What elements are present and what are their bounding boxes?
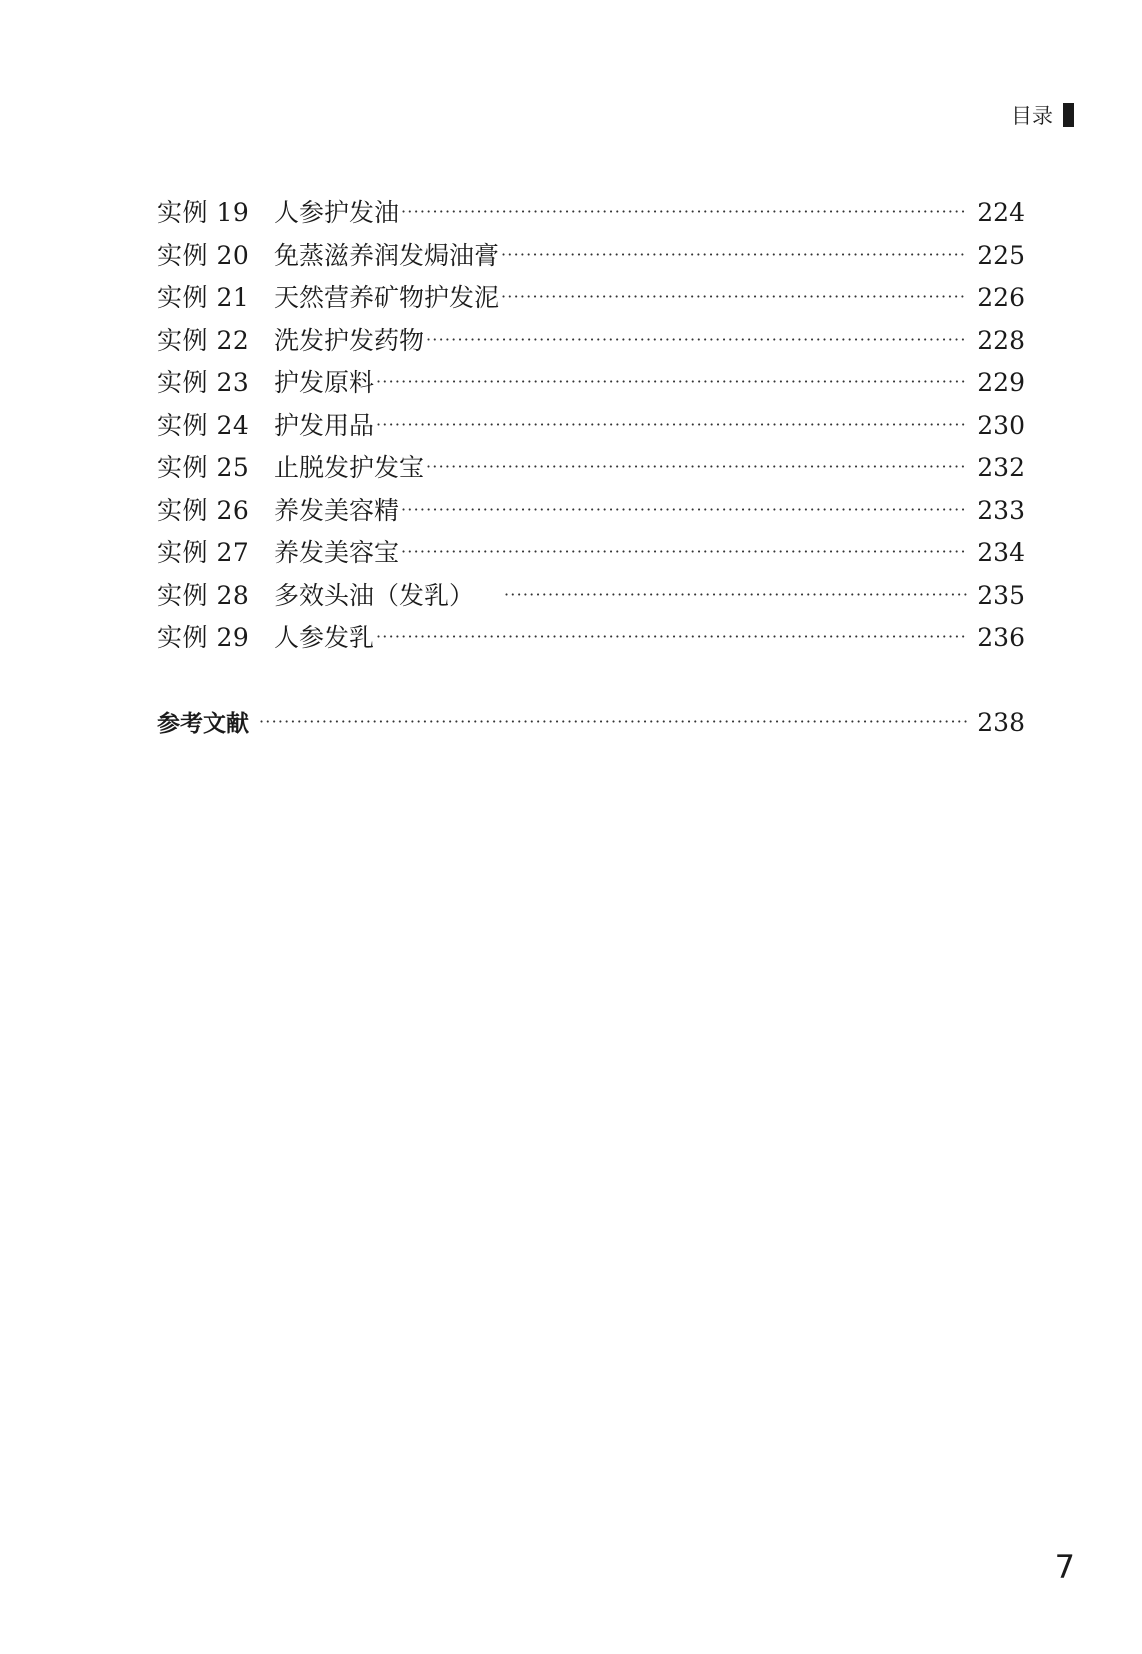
toc-dot-leader bbox=[401, 191, 967, 234]
toc-dot-leader bbox=[501, 276, 967, 319]
toc-entry-references[interactable] bbox=[157, 702, 1025, 745]
toc-entry-page: 230 bbox=[977, 410, 1025, 440]
toc-dot-leader bbox=[376, 404, 967, 447]
toc-entry[interactable] bbox=[157, 277, 1025, 320]
toc-entry-title: 人参护发油 bbox=[274, 198, 400, 227]
toc-entry[interactable] bbox=[157, 447, 1025, 490]
table-of-contents bbox=[157, 192, 1025, 744]
toc-dot-leader bbox=[501, 234, 967, 277]
toc-entry-title: 天然营养矿物护发泥 bbox=[274, 283, 500, 312]
toc-entry[interactable] bbox=[157, 235, 1025, 278]
toc-dot-leader bbox=[401, 531, 967, 574]
toc-dot-leader bbox=[376, 361, 967, 404]
toc-entry[interactable] bbox=[157, 575, 1025, 618]
toc-entry-label: 实例 29 bbox=[157, 623, 250, 652]
toc-dot-leader bbox=[426, 319, 967, 362]
toc-entry-label: 实例 25 bbox=[157, 453, 250, 482]
toc-entry-title: 免蒸滋养润发焗油膏 bbox=[274, 240, 500, 270]
toc-entry-label: 实例 28 bbox=[157, 580, 250, 610]
header-marker-block bbox=[1063, 103, 1074, 127]
toc-entry[interactable] bbox=[157, 532, 1025, 575]
toc-entry[interactable] bbox=[157, 192, 1025, 235]
toc-entry-page: 233 bbox=[977, 495, 1025, 525]
toc-entry-page: 236 bbox=[977, 623, 1025, 652]
toc-entry[interactable] bbox=[157, 405, 1025, 448]
toc-dot-leader bbox=[504, 574, 967, 617]
toc-entry-page: 225 bbox=[977, 240, 1025, 270]
toc-entry-title: 护发原料 bbox=[274, 368, 375, 397]
page-number: 7 bbox=[1054, 1548, 1075, 1586]
toc-entry-label: 实例 26 bbox=[157, 495, 250, 525]
toc-entry-page: 234 bbox=[977, 538, 1025, 567]
running-header-title: 目录 bbox=[1011, 104, 1053, 128]
toc-entry[interactable] bbox=[157, 617, 1025, 660]
toc-entry-title: 人参发乳 bbox=[274, 623, 375, 652]
toc-entry-title: 养发美容精 bbox=[274, 495, 400, 525]
toc-entry-title: 多效头油（发乳） bbox=[274, 580, 475, 610]
toc-entry-label: 实例 22 bbox=[157, 325, 250, 355]
toc-entry-label: 实例 21 bbox=[157, 283, 250, 312]
toc-entry[interactable] bbox=[157, 320, 1025, 363]
toc-entry-title: 洗发护发药物 bbox=[274, 325, 425, 355]
toc-entry-label: 实例 24 bbox=[157, 410, 250, 440]
toc-entry[interactable] bbox=[157, 362, 1025, 405]
toc-entry-page: 229 bbox=[977, 368, 1025, 397]
toc-entry-page: 224 bbox=[977, 198, 1025, 227]
toc-entry-label: 实例 27 bbox=[157, 538, 250, 567]
references-page: 238 bbox=[977, 707, 1025, 737]
toc-entry-page: 232 bbox=[977, 453, 1025, 482]
toc-entry-page: 228 bbox=[977, 325, 1025, 355]
toc-entry-title: 止脱发护发宝 bbox=[274, 453, 425, 482]
toc-dot-leader bbox=[376, 616, 967, 659]
toc-entry[interactable] bbox=[157, 490, 1025, 533]
toc-entry-title: 护发用品 bbox=[274, 410, 375, 440]
toc-entry-label: 实例 23 bbox=[157, 368, 250, 397]
toc-dot-leader bbox=[401, 489, 967, 532]
toc-entry-label: 实例 19 bbox=[157, 198, 250, 227]
toc-entry-label: 实例 20 bbox=[157, 240, 250, 270]
toc-entry-page: 235 bbox=[977, 580, 1025, 610]
toc-dot-leader bbox=[426, 446, 967, 489]
toc-dot-leader bbox=[259, 701, 967, 744]
toc-entry-title: 养发美容宝 bbox=[274, 538, 400, 567]
toc-entry-page: 226 bbox=[977, 283, 1025, 312]
references-title: 参考文献 bbox=[157, 710, 249, 737]
running-header bbox=[1011, 100, 1074, 130]
